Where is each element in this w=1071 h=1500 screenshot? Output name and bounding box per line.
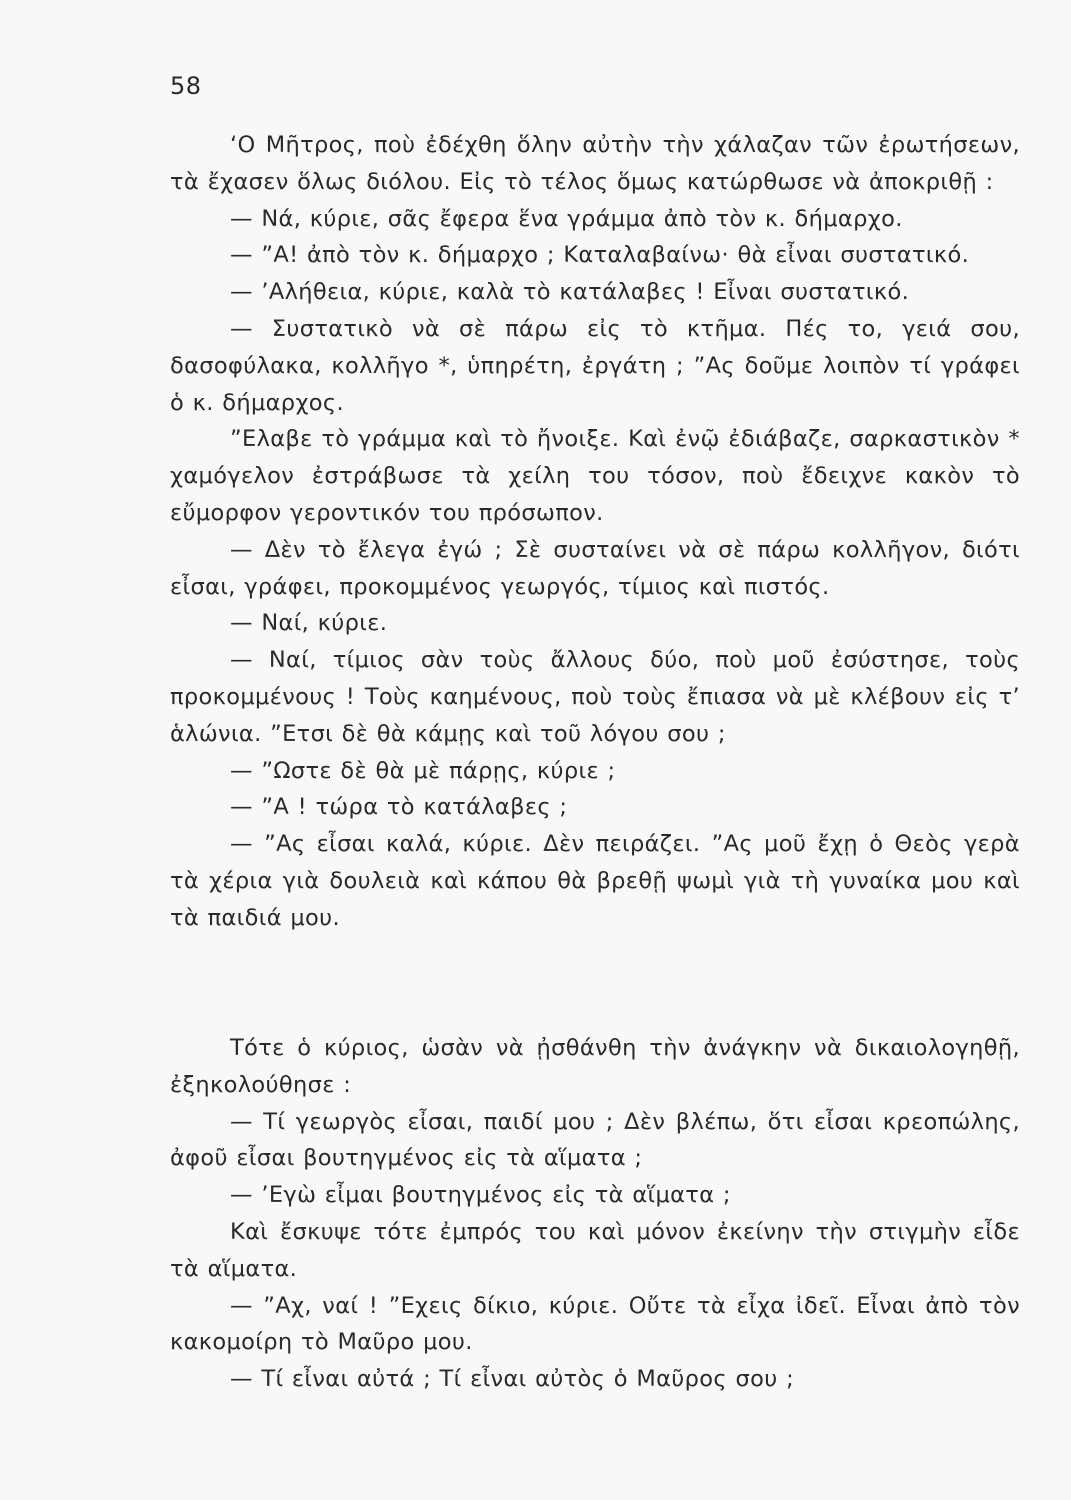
paragraph: ”Ελαβε τὸ γράμμα καὶ τὸ ἤνοιξε. Καὶ ἐνῷ ἐδιάβαζε, σαρκαστικὸν * χαμόγελον ἐστράβωσε τὰ χείλη του τόσον, ποὺ ἔδειχνε κακὸν τὸ εὔμορφον γεροντικόν του πρόσωπον.	[170, 426, 1020, 526]
dialogue-section-second	[170, 1030, 1020, 1398]
paragraph: — Ναί, τίμιος σὰν τοὺς ἄλλους δύο, ποὺ μοῦ ἐσύστησε, τοὺς προκομμένους ! Τοὺς καημένους, ποὺ τοὺς ἔπιασα νὰ μὲ κλέβουν εἰς τ’ ἁλώνια. ”Ετσι δὲ θὰ κάμῃς καὶ τοῦ λόγου σου ;	[170, 647, 1020, 747]
paragraph: — ”Α! ἀπὸ τὸν κ. δήμαρχο ; Καταλαβαίνω· θὰ εἶναι συστατικό.	[230, 242, 970, 269]
paragraph: — ”Α ! τώρα τὸ κατάλαβες ;	[230, 794, 568, 821]
paragraph: — ”Ας εἶσαι καλά, κύριε. Δὲν πειράζει. ”Ας μοῦ ἔχῃ ὁ Θεὸς γερὰ τὰ χέρια γιὰ δουλειὰ καὶ κάπου θὰ βρεθῇ ψωμὶ γιὰ τὴ γυναίκα μου καὶ τὰ παιδιά μου.	[170, 831, 1020, 931]
paragraph: — Δὲν τὸ ἔλεγα ἐγώ ; Σὲ συσταίνει νὰ σὲ πάρω κολλῆγον, διότι εἶσαι, γράφει, προκομμένος γεωργός, τίμιος καὶ πιστός.	[170, 536, 1020, 600]
paragraph: Καὶ ἔσκυψε τότε ἐμπρός του καὶ μόνον ἐκείνην τὴν στιγμὴν εἶδε τὰ αἵματα.	[170, 1218, 1020, 1282]
dialogue-section-first	[170, 127, 1020, 937]
paragraph: Τότε ὁ κύριος, ὡσὰν νὰ ᾐσθάνθη τὴν ἀνάγκην νὰ δικαιολογηθῇ, ἐξηκολούθησε :	[170, 1035, 1020, 1098]
paragraph: — Τί εἶναι αὐτά ; Τί εἶναι αὐτὸς ὁ Μαῦρος σου ;	[230, 1366, 794, 1393]
paragraph: — Ναί, κύριε.	[230, 610, 388, 637]
paragraph: — Συστατικὸ νὰ σὲ πάρω εἰς τὸ κτῆμα. Πές το, γειά σου, δασοφύλακα, κολλῆγο *, ὑπηρέτη, ἐργάτη ; ”Ας δοῦμε λοιπὸν τί γράφει ὁ κ. δήμαρχος.	[170, 315, 1020, 416]
paragraph: — ”Αχ, ναί ! ”Εχεις δίκιο, κύριε. Οὔτε τὰ εἶχα ἰδεῖ. Εἶναι ἀπὸ τὸν κακομοίρη τὸ Μαῦρο μου.	[170, 1292, 1020, 1356]
paragraph: ‘Ο Μῆτρος, ποὺ ἐδέχθη ὅλην αὐτὴν τὴν χάλαζαν τῶν ἐρωτήσεων, τὰ ἔχασεν ὅλως διόλου. Εἰς τὸ τέλος ὅμως κατώρθωσε νὰ ἀποκριθῇ :	[170, 132, 1020, 195]
page-number: 58	[170, 72, 202, 100]
paragraph: — Νά, κύριε, σᾶς ἔφερα ἕνα γράμμα ἀπὸ τὸν κ. δήμαρχο.	[230, 205, 903, 232]
paragraph: — ’Αλήθεια, κύριε, καλὰ τὸ κατάλαβες ! Εἶναι συστατικό.	[230, 279, 910, 306]
paragraph: — ’Εγὼ εἶμαι βουτηγμένος εἰς τὰ αἵματα ;	[230, 1182, 731, 1209]
paragraph: — ”Ωστε δὲ θὰ μὲ πάρῃς, κύριε ;	[230, 757, 616, 784]
paragraph: — Τί γεωργὸς εἶσαι, παιδί μου ; Δὲν βλέπω, ὅτι εἶσαι κρεοπώλης, ἀφοῦ εἶσαι βουτηγμένος εἰς τὰ αἵματα ;	[170, 1108, 1020, 1172]
